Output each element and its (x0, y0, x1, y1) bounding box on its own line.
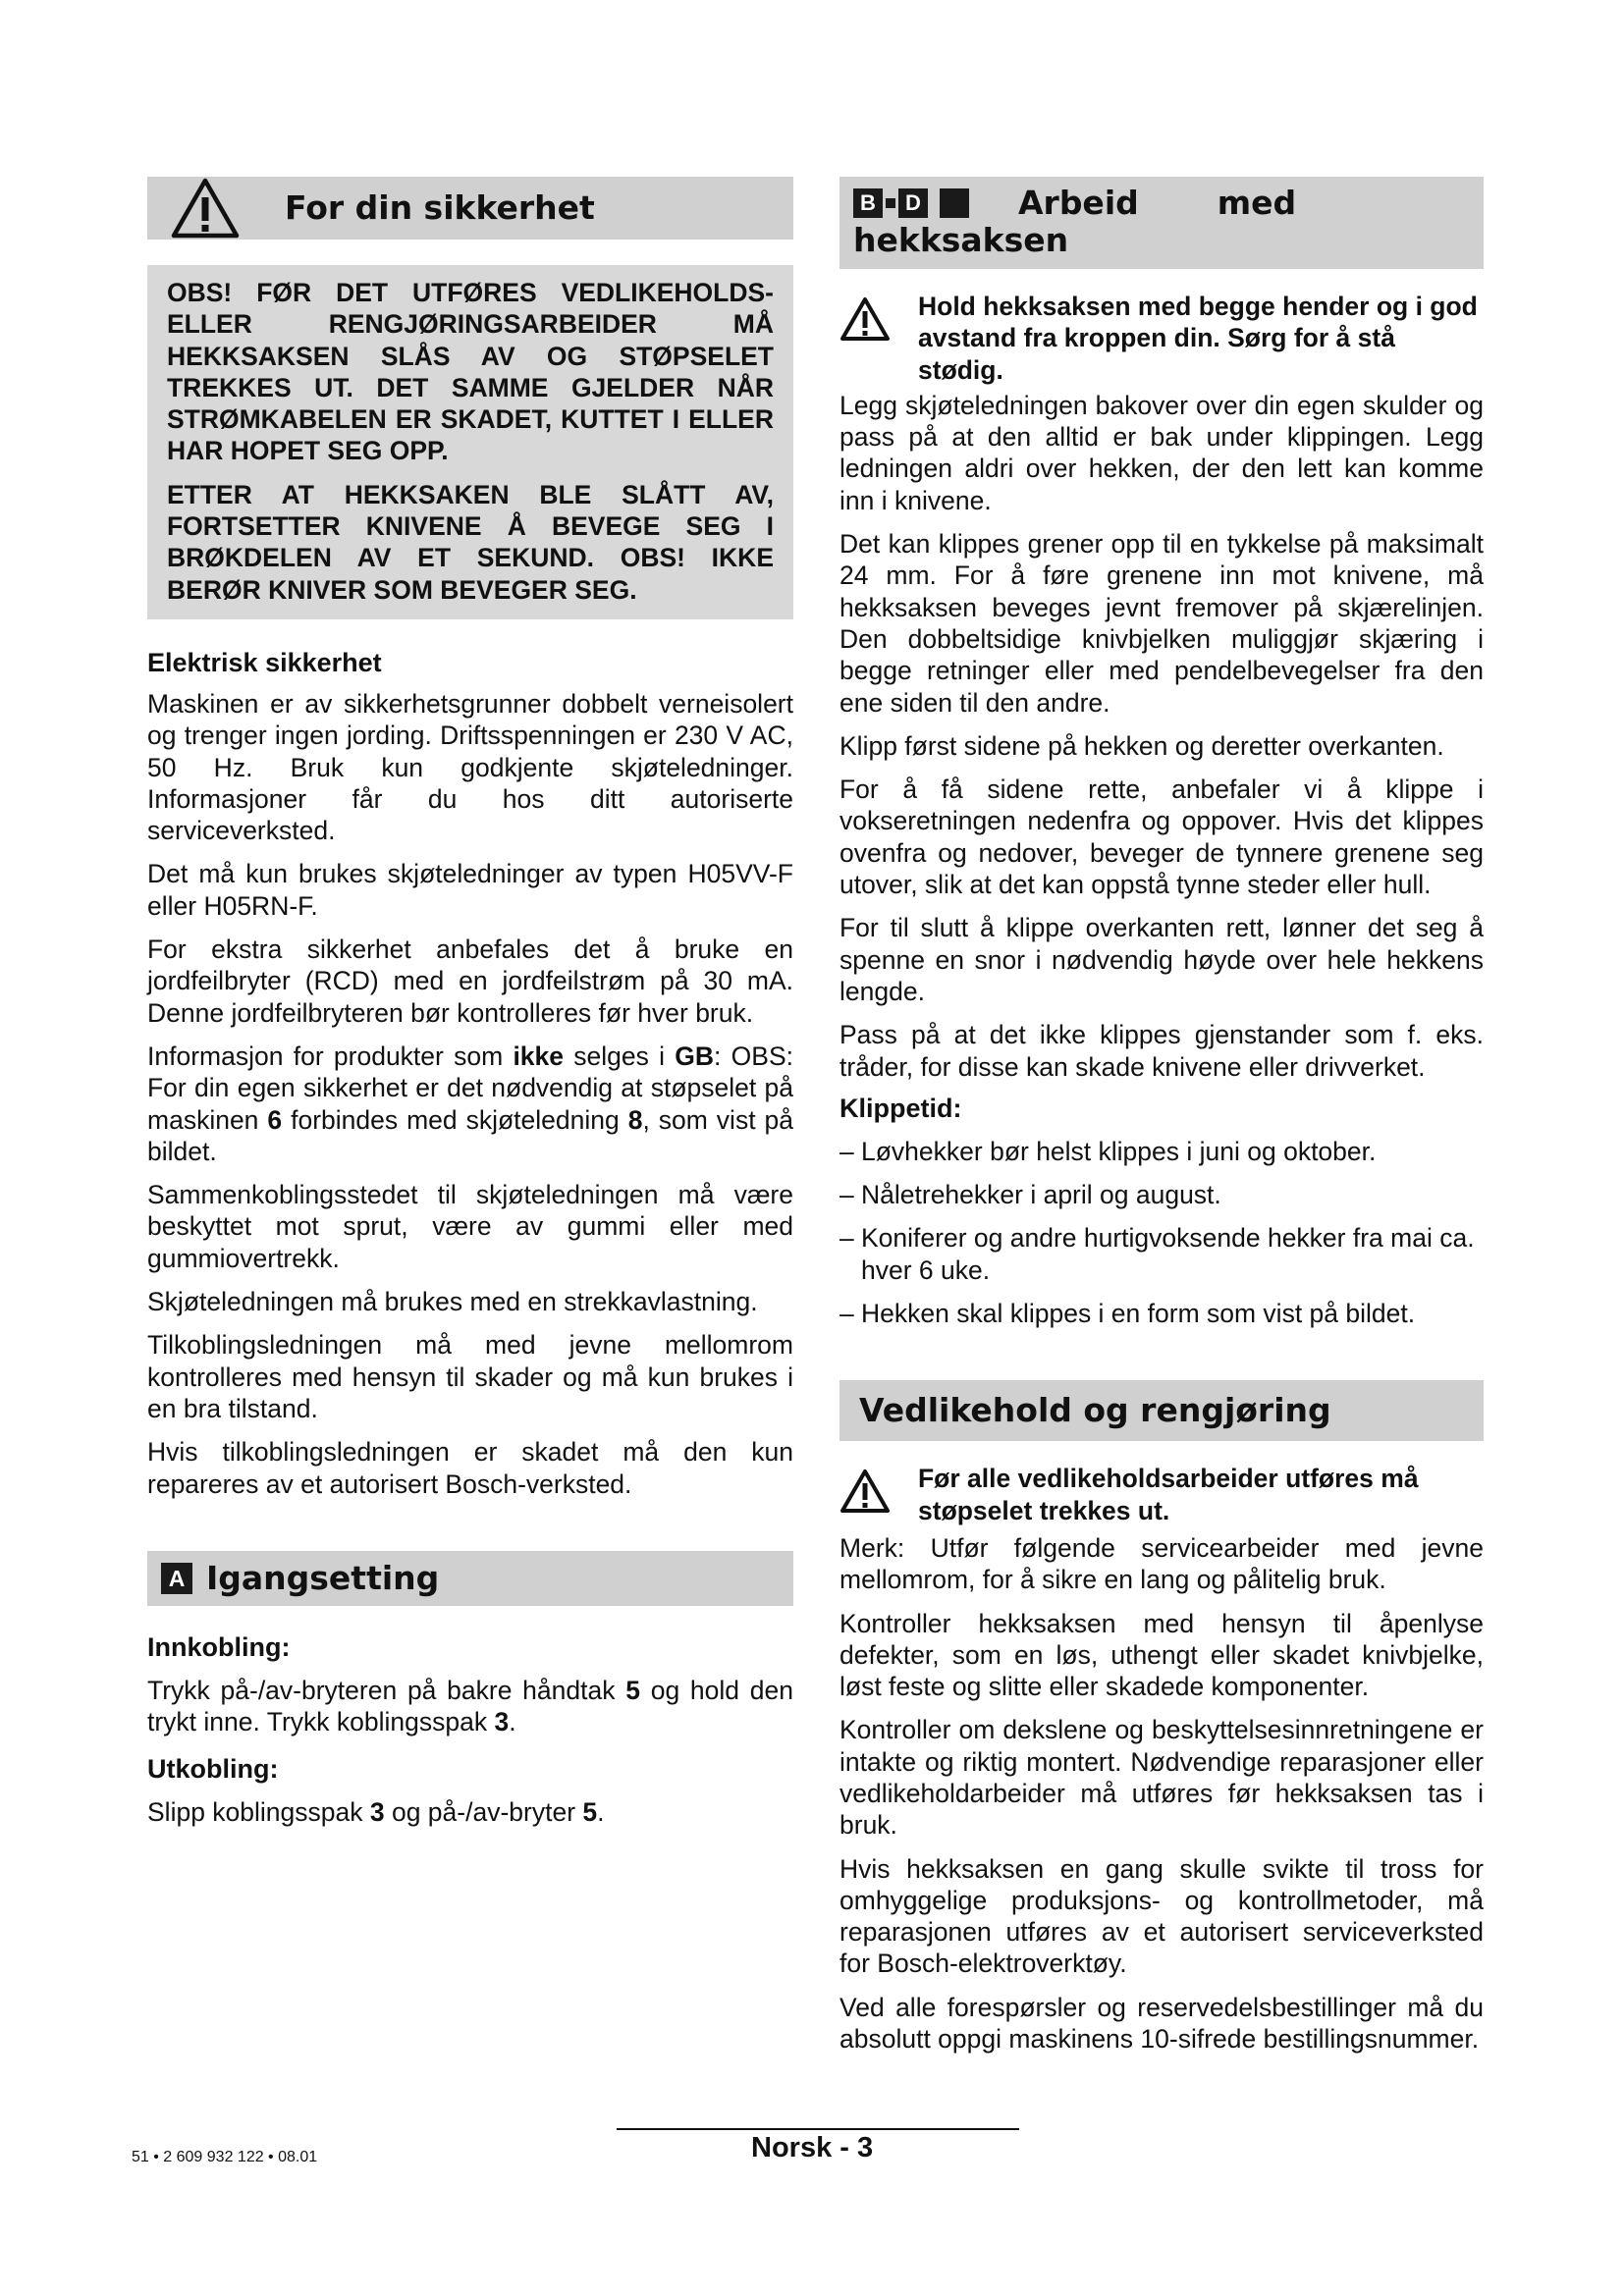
inspect-paragraph: Kontroller hekksaksen med hensyn til åpenlyse defekter, som en løs, uthengt eller skadet knivbjelke, løst feste og slitte eller skadede komponenter. (839, 1608, 1484, 1702)
branch-thickness-paragraph: Det kan klippes grener opp til en tykkelse på maksimalt 24 mm. For å føre grenene inn mot knivene, må hekksaksen beveges jevnt fremover på skjærelinjen. Den dobbeltsidige knivbjelken muliggjør skjæring i begge retninger eller med pendelbevegelser fra den ene siden til den andre. (839, 529, 1484, 718)
figure-badge-b: B (853, 188, 883, 218)
safety-section-header (147, 177, 793, 240)
maintenance-warning-text: Før alle vedlikeholdsarbeider utføres må støpselet trekkes ut. (918, 1464, 1419, 1525)
document-code: 51 • 2 609 932 122 • 08.01 (132, 2149, 318, 2165)
cable-check-paragraph: Tilkoblingsledningen må med jevne mellomrom kontrolleres med hensyn til skader og må kun brukes i en bra tilstand. (147, 1330, 793, 1423)
cut-time-item: – Nåletrehekker i april og august. (839, 1180, 1221, 1210)
gb-info-paragraph: Informasjon for produkter som ikke selges i GB: OBS: For din egen sikkerhet er det nødvendig at støpselet på maskinen 6 forbindes med skjøteledning 8, som vist på bildet. (147, 1041, 793, 1166)
figure-badge-blank (940, 188, 969, 218)
damaged-cable-paragraph: Hvis tilkoblingsledningen er skadet må den kun repareres av et autorisert Bosch-verksted. (147, 1437, 793, 1499)
strain-relief-paragraph: Skjøteledningen må brukes med en strekkavlastning. (147, 1287, 758, 1317)
cable-types-paragraph: Det må kun brukes skjøteledninger av typen H05VV-F eller H05RN-F. (147, 859, 793, 921)
page-label: Norsk - 3 (751, 2132, 874, 2163)
string-paragraph: For til slutt å klippe overkanten rett, lønner det seg å spenne en snor i nødvendig høyde over hele hekkens lengde. (839, 913, 1484, 1006)
warning-paragraph-2: ETTER AT HEKKSAKEN BLE SLÅTT AV, FORTSETTER KNIVENE Å BEVEGE SEG I BRØKDELEN AV ET SEKUND. OBS! IKKE BERØR KNIVER SOM BEVEGER SEG. (167, 479, 774, 605)
start-section-header (147, 1551, 793, 1606)
maintenance-section-header (839, 1380, 1484, 1441)
work-section-header (839, 177, 1484, 269)
double-insulated-paragraph: Maskinen er av sikkerhetsgrunner dobbelt verneisolert og trenger ingen jording. Driftsspenningen er 230 V AC, 50 Hz. Bruk kun godkjente skjøteledninger. Informasjoner får du hos ditt autoriserte serviceverksted. (147, 688, 793, 846)
badge-separator (886, 198, 895, 208)
safety-title: For din sikkerhet (285, 188, 595, 227)
cut-time-item: – Koniferer og andre hurtigvoksende hekker fra mai ca. hver 6 uke. (839, 1223, 1475, 1285)
warning-triangle-icon (839, 1468, 891, 1514)
cut-time-item: – Løvhekker bør helst klippes i juni og oktober. (839, 1136, 1377, 1166)
failure-paragraph: Hvis hekksaksen en gang skulle svikte til tross for omhyggelige produksjons- og kontrollmetoder, må reparasjonen utføres av et autorisert serviceverksted for Bosch-elektroverktøy. (839, 1853, 1484, 1979)
switch-on-heading: Innkobling: (147, 1631, 291, 1662)
cord-back-paragraph: Legg skjøteledningen bakover over din egen skulder og pass på at den alltid er bak under klippingen. Legg ledningen aldri over hekken, der den lett kan komme inn i knivene. (839, 390, 1484, 515)
covers-paragraph: Kontroller om dekslene og beskyttelsesinnretningene er intakte og riktig montert. Nødvendige reparasjoner eller vedlikeholdarbeider må utføres før hekksaksen tas i bruk. (839, 1715, 1484, 1841)
electrical-safety-heading: Elektrisk sikkerhet (147, 647, 382, 677)
warning-triangle-icon (171, 178, 240, 239)
start-title: Igangsetting (206, 1558, 440, 1597)
work-warning (839, 291, 1484, 386)
maintenance-title: Vedlikehold og rengjøring (859, 1391, 1331, 1430)
sides-first-paragraph: Klipp først sidene på hekken og deretter overkanten. (839, 730, 1444, 761)
work-title-word-2: med (1217, 184, 1297, 222)
switch-on-paragraph: Trykk på-/av-bryteren på bakre håndtak 5 og hold den trykt inne. Trykk koblingsspak 3. (147, 1675, 793, 1737)
left-column (147, 177, 793, 1829)
switch-off-paragraph: Slipp koblingsspak 3 og på-/av-bryter 5. (147, 1797, 605, 1828)
warning-triangle-icon (839, 296, 891, 342)
switch-off-heading: Utkobling: (147, 1754, 279, 1785)
order-paragraph: Ved alle forespørsler og reservedelsbestillinger må du absolutt oppgi maskinens 10-sifrede bestillingsnummer. (839, 1992, 1484, 2055)
joint-paragraph: Sammenkoblingsstedet til skjøteledningen må være beskyttet mot sprut, være av gummi eller med gummiovertrekk. (147, 1180, 793, 1273)
note-paragraph: Merk: Utfør følgende servicearbeider med jevne mellomrom, for å sikre en lang og pålitelig bruk. (839, 1532, 1484, 1595)
figure-badge-a: A (161, 1563, 192, 1594)
maintenance-warning (839, 1463, 1484, 1526)
cut-time-heading: Klippetid: (839, 1093, 962, 1123)
cut-time-item: – Hekken skal klippes i en form som vist på bildet. (839, 1299, 1416, 1329)
safety-warning-box (147, 265, 793, 619)
right-column (839, 177, 1484, 2055)
straight-sides-paragraph: For å få sidene rette, anbefaler vi å klippe i vokseretningen nedenfra og oppover. Hvis det klippes ovenfra og nedover, beveger de tynnere grenene seg utover, slik at det kan oppstå tynne steder eller hull. (839, 774, 1484, 900)
rcd-paragraph: For ekstra sikkerhet anbefales det å bruke en jordfeilbryter (RCD) med en jordfeilstrøm på 30 mA. Denne jordfeilbryteren bør kontrolleres før hver bruk. (147, 934, 793, 1028)
objects-paragraph: Pass på at det ikke klippes gjenstander som f. eks. tråder, for disse kan skade knivene eller drivverket. (839, 1020, 1484, 1082)
work-title-word-1: Arbeid (1018, 184, 1139, 222)
work-title-word-3: hekksaksen (853, 221, 1069, 259)
figure-badge-d: D (898, 188, 928, 218)
work-warning-text: Hold hekksaksen med begge hender og i god avstand fra kroppen din. Sørg for å stå stødig. (918, 292, 1478, 385)
footer-rule (617, 2128, 1019, 2130)
warning-paragraph-1: OBS! FØR DET UTFØRES VEDLIKEHOLDS- ELLER RENGJØRINGSARBEIDER MÅ HEKKSAKSEN SLÅS AV OG STØPSELET TREKKES UT. DET SAMME GJELDER NÅR STRØMKABELEN ER SKADET, KUTTET I ELLER HAR HOPET SEG OPP. (167, 278, 774, 466)
